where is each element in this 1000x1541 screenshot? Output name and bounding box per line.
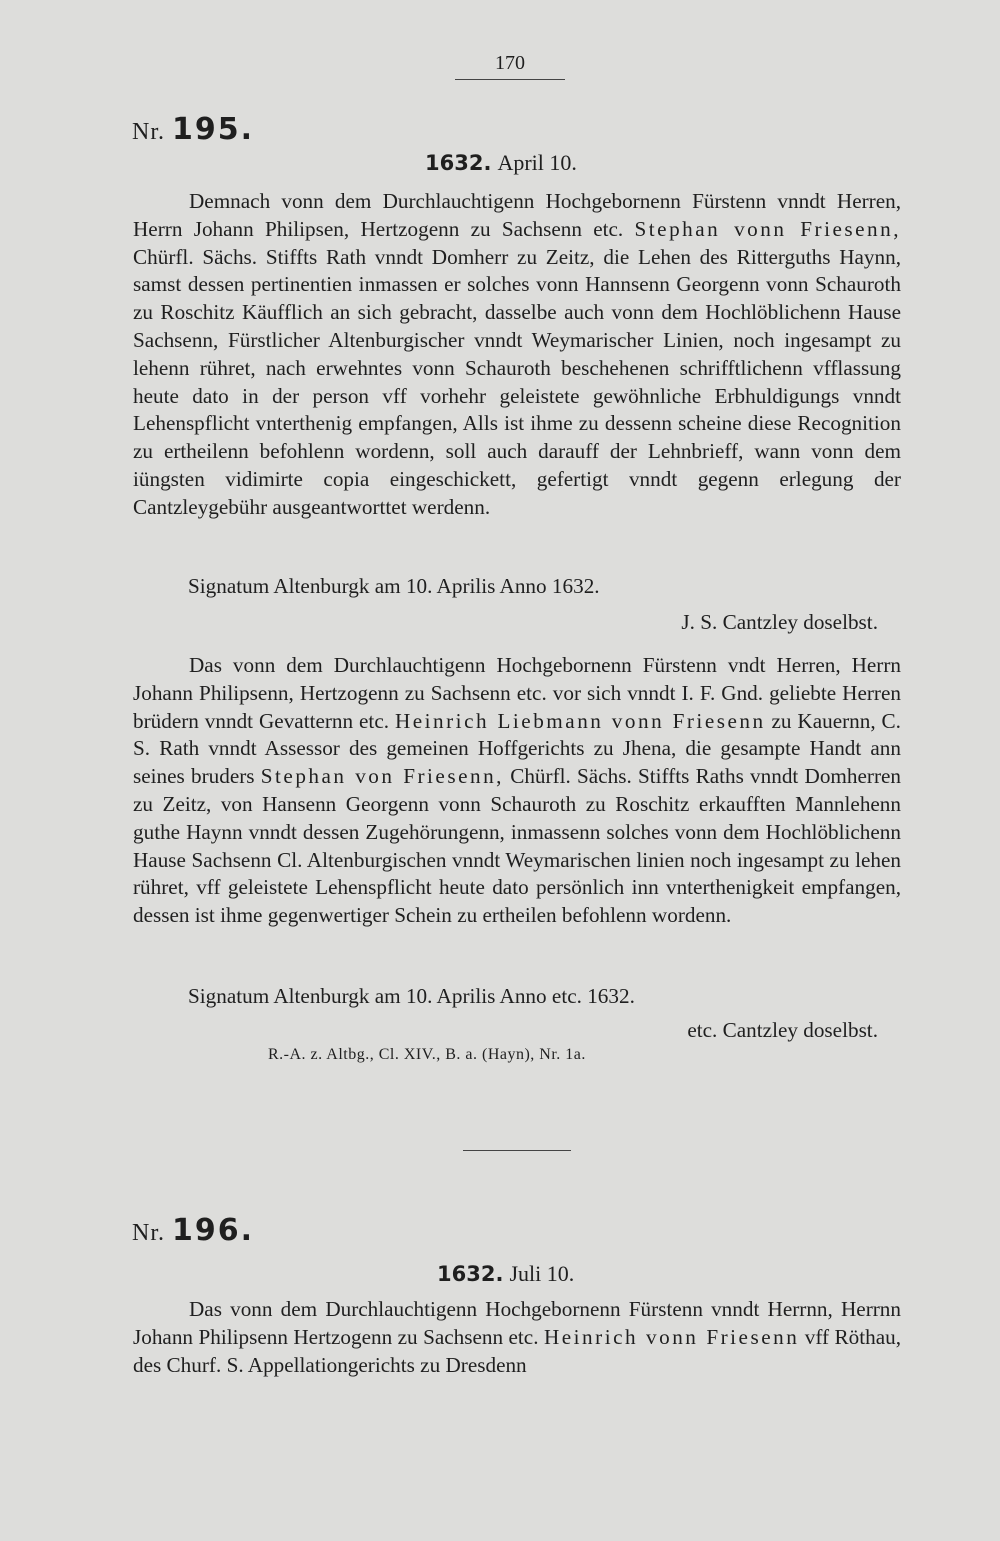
date-rest: April 10. (497, 150, 577, 175)
text-run: vff Röthau, des Churf. S. Appellationgerichts zu Dresdenn (133, 1324, 901, 1377)
signature-line-1: Signatum Altenburgk am 10. Aprilis Anno 1632. (188, 574, 600, 598)
document-date-196 (437, 1261, 574, 1287)
date-rest: Juli 10. (509, 1261, 575, 1286)
date-year: 1632. (437, 1262, 504, 1286)
document-date-195 (425, 150, 577, 176)
closing-2: etc. Cantzley doselbst. (687, 1018, 878, 1042)
nr-label: Nr. (132, 1220, 165, 1246)
text-run: Chürfl. Sächs. Stiffts Raths vnndt Domherren zu Zeitz, von Hansenn Georgenn vonn Schauroth zu Roschitz erkaufften Mannlehenn guthe Haynn vnndt dessen Zugehörungenn, inmassenn solches vonn dem Hochlöblichenn Hause Sachsenn Cl. Altenburgischen vnndt Weymarischen linien noch ingesampt zu lehen rühret, vff geleistete Lehenspflicht heute dato persönlich inn vnterthenigkeit empfangen, dessen ist ihme gegenwertiger Schein zu ertheilen befohlenn wordenn. (133, 764, 902, 928)
signature-line-2: Signatum Altenburgk am 10. Aprilis Anno etc. 1632. (188, 984, 635, 1008)
text-run: Chürfl. Sächs. Stiffts Rath vnndt Domherr zu Zeitz, die Lehen des Ritterguths Haynn, samst dessen pertinentien inmassen er solches vonn Hannsenn Georgenn vonn Schauroth zu Roschitz Käufflich an sich gebracht, dasselbe auch vonn dem Hochlöblichenn Hause Sachsenn, Fürstlicher Altenburgischer vnndt Weymarischer Linien, noch ingesampt zu lehenn rühret, nach erwehntes vonn Schauroth beschehenen schrifftlichenn vfflassung heute dato in der person vff vorhehr geleistete gewöhnliche Erbhuldigungs vnndt Lehenspflicht vnterthenig empfangen, Alls ist ihme zu dessenn scheine diese Recognition zu ertheilenn befohlenn wordenn, soll auch darauff der Lehnbrieff, wann vonn dem iüngsten vidimirte copia eingeschickett, gefertigt vnndt gegenn erlegung der Cantzleygebühr ausgeantworttet werdenn. (133, 244, 901, 519)
document-number-196 (132, 1213, 254, 1248)
archive-reference: R.-A. z. Altbg., Cl. XIV., B. a. (Hayn), Nr. 1a. (268, 1046, 586, 1063)
paragraph-195-1 (133, 188, 901, 522)
nr-number: 196. (172, 1213, 255, 1248)
spaced-name: Heinrich Liebmann vonn Friesenn (394, 708, 766, 733)
paragraph-196-1 (133, 1296, 901, 1379)
nr-number: 195. (172, 112, 255, 147)
paragraph-195-2 (133, 652, 901, 930)
text-run: Das vonn dem Durchlauchtigenn Hochgebornenn Fürstenn vnndt Herrnn, Herrnn Johann Philipsenn Hertzogenn zu Sachsenn etc. (133, 1297, 901, 1349)
spaced-name: Stephan von Friesenn, (260, 764, 504, 789)
text-run: zu Kauernn, C. S. Rath vnndt Assessor des gemeinen Hoffgerichts zu Jhena, die gesampte Handt ann seines bruders (133, 708, 901, 789)
date-year: 1632. (425, 151, 492, 175)
text-run: Demnach vonn dem Durchlauchtigenn Hochgebornenn Fürstenn vnndt Herren, Herrn Johann Philipsen, Hertzogenn zu Sachsenn etc. (133, 189, 901, 241)
text-run: Das vonn dem Durchlauchtigenn Hochgebornenn Fürstenn vndt Herren, Herrn Johann Philipsenn, Hertzogenn zu Sachsenn etc. vor sich vnndt I. F. Gnd. geliebte Herren brüdern vnndt Gevatternn etc. (133, 653, 901, 733)
section-divider (463, 1150, 571, 1151)
page-number: 170 (455, 52, 565, 80)
spaced-name: Stephan vonn Friesenn, (634, 216, 902, 241)
document-number-195 (132, 112, 254, 147)
spaced-name: Heinrich vonn Friesenn (543, 1324, 800, 1349)
closing-1: J. S. Cantzley doselbst. (681, 610, 878, 634)
nr-label: Nr. (132, 119, 165, 145)
